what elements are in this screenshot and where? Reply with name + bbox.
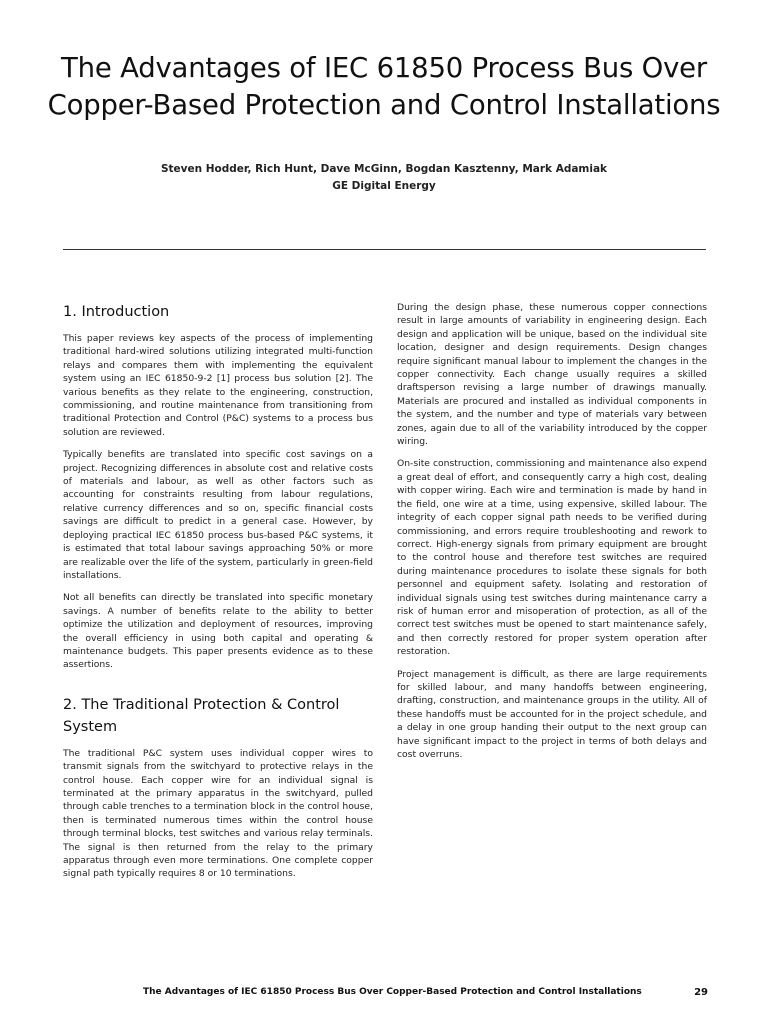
author-block	[40, 161, 728, 195]
author-list: Steven Hodder, Rich Hunt, Dave McGinn, Bogdan Kasztenny, Mark Adamiak	[160, 163, 608, 175]
left-column	[63, 301, 373, 890]
section-heading-traditional-system: 2. The Traditional Protection & Control System	[63, 696, 340, 735]
section-heading-introduction: 1. Introduction	[63, 304, 170, 320]
page-footer	[60, 987, 708, 1003]
paragraph: On-site construction, commissioning and maintenance also expend a great deal of effort, and consequently carry a high cost, dealing with copper wiring. Each wire and termination is made by hand in the field, one wire at a time, using expensive, skilled labour. The integrity of each copper signal path needs to be verified during commissioning, and errors require troubleshooting and rework to correct. High-energy signals from primary equipment are brought to the control house and therefore test switches are required during maintenance procedures to isolate these signals for both personnel and equipment safety. Isolating and restoration of individual signals using test switches during maintenance carry a risk of human error and misoperation of protection, as all of the correct test switches must be opened to start maintenance safely, and then correctly restored for proper system operation after restoration.	[397, 458, 707, 658]
paper-title: The Advantages of IEC 61850 Process Bus Over Copper-Based Protection and Control Installations	[47, 52, 721, 121]
paragraph: The traditional P&C system uses individual copper wires to transmit signals from the switchyard to protective relays in the control house. Each copper wire for an individual signal is terminated at the primary apparatus in the switchyard, pulled through cable trenches to a termination block in the control house, then is terminated numerous times within the control house through terminal blocks, test switches and various relay terminals. The signal is then returned from the relay to the primary apparatus through even more terminations. One complete copper signal path typically requires 8 or 10 terminations.	[63, 747, 373, 880]
right-column	[397, 301, 707, 770]
running-title: The Advantages of IEC 61850 Process Bus Over Copper-Based Protection and Control Installations	[143, 987, 642, 997]
affiliation: GE Digital Energy	[332, 180, 436, 192]
paragraph: This paper reviews key aspects of the process of implementing traditional hard-wired solutions utilizing integrated multi-function relays and compares them with implementing the equivalent system using an IEC 61850-9-2 [1] process bus solution [2]. The various benefits as they relate to the engineering, construction, commissioning, and routine maintenance from transitioning from traditional Protection and Control (P&C) systems to a process bus solution are reviewed.	[63, 333, 373, 438]
paragraph: Project management is difficult, as there are large requirements for skilled labour, and many handoffs between engineering, drafting, construction, and maintenance groups in the utility. All of these handoffs must be accounted for in the project schedule, and a delay in one group handing their output to the next group can have significant impact to the project in terms of both delays and cost overruns.	[397, 668, 707, 760]
paragraph: During the design phase, these numerous copper connections result in large amounts of variability in engineering design. Each design and application will be unique, based on the individual site location, designer and design requirements. Design changes require significant manual labour to implement the changes in the copper connectivity. Each change usually requires a skilled draftsperson revising a large number of drawings manually. Materials are procured and installed as individual components in the system, and the number and type of materials vary between zones, again due to all of the variability introduced by the copper wiring.	[397, 302, 707, 448]
header-divider	[63, 249, 706, 250]
page-number: 29	[694, 987, 708, 998]
paragraph: Not all benefits can directly be translated into specific monetary savings. A number of benefits relate to the ability to better optimize the utilization and deployment of resources, improving the overall efficiency in using both capital and operating & maintenance budgets. This paper presents evidence as to these assertions.	[63, 592, 373, 671]
paragraph: Typically benefits are translated into specific cost savings on a project. Recognizing differences in absolute cost and relative costs of materials and labour, as well as other factors such as accounting for constraints resulting from labour regulations, relative currency differences and so on, specific financial costs savings are difficult to predict in a general case. However, by deploying practical IEC 61850 process bus-based P&C systems, it is estimated that total labour savings approaching 50% or more are realizable over the life of the system, particularly in green-field installations.	[63, 449, 373, 581]
